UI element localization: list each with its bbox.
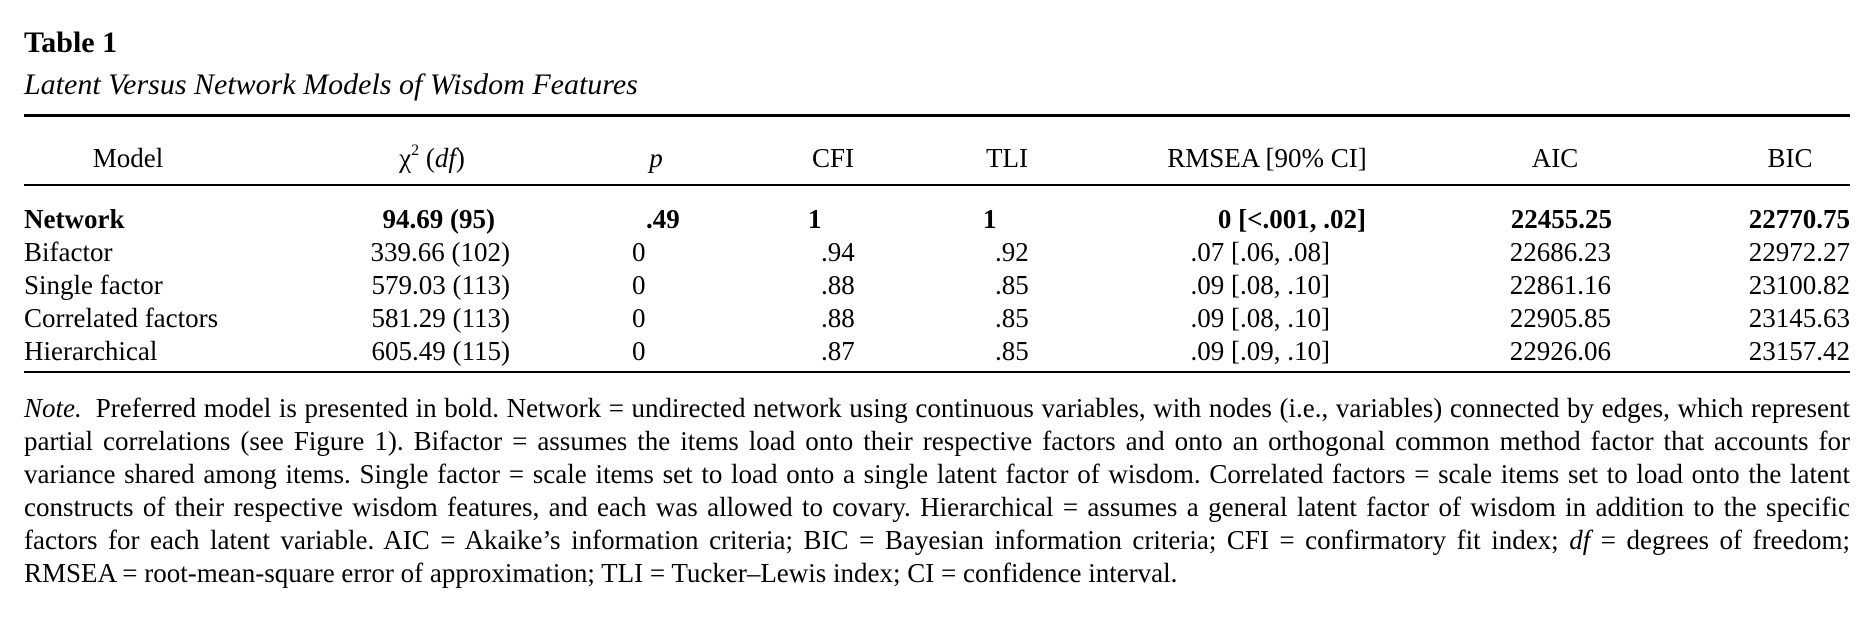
row-network-bic: 22770.75 bbox=[1748, 204, 1850, 234]
row-network-cfi: 1 bbox=[808, 204, 822, 234]
row-correlated-factors-rmsea: .09 [.08, .10] bbox=[1190, 303, 1330, 333]
row-network-aic: 22455.25 bbox=[1510, 204, 1612, 234]
chi-df-close: ) bbox=[455, 143, 465, 173]
row-hierarchical-cfi: .87 bbox=[821, 336, 855, 366]
header-tli: TLI bbox=[986, 143, 1028, 173]
header-chi-square bbox=[399, 142, 465, 173]
note-text-a: Preferred model is presented in bold. Network = undirected network using continuous variables, with nodes (i.e., variables) connected by edges, which represent partial correlations (see Figure 1). Bifactor = assumes the items load onto their respective factors and onto an orthogonal common method factor that accounts for variance shared among items. Single factor = scale items set to load onto a single latent factor of wisdom. Correlated factors = scale items set to load onto the latent constructs of their respective wisdom features, and each was allowed to covary. Hierarchical = assumes a general latent factor of wisdom in addition to the specific factors for each latent variable. AIC = Akaike’s information criteria; BIC = Bayesian information criteria; CFI = confirmatory fit index; bbox=[24, 393, 1850, 555]
row-correlated-factors-chi: 581.29 (113) bbox=[371, 303, 510, 333]
row-network-p: .49 bbox=[646, 204, 680, 234]
row-hierarchical-model: Hierarchical bbox=[24, 336, 158, 366]
row-bifactor-tli: .92 bbox=[995, 237, 1029, 267]
row-correlated-factors-p: 0 bbox=[632, 303, 646, 333]
row-network-rmsea: 0 [<.001, .02] bbox=[1217, 204, 1366, 234]
header-cfi: CFI bbox=[811, 143, 855, 173]
table-title: Latent Versus Network Models of Wisdom Features bbox=[24, 68, 638, 101]
row-hierarchical-chi: 605.49 (115) bbox=[371, 336, 510, 366]
row-single-factor-cfi: .88 bbox=[821, 270, 855, 300]
top-rule bbox=[24, 114, 1850, 117]
row-bifactor-chi: 339.66 (102) bbox=[370, 237, 510, 267]
row-hierarchical-rmsea: .09 [.09, .10] bbox=[1190, 336, 1330, 366]
row-hierarchical-bic: 23157.42 bbox=[1748, 336, 1850, 366]
row-correlated-factors-bic: 23145.63 bbox=[1748, 303, 1850, 333]
row-single-factor-model: Single factor bbox=[24, 270, 163, 300]
note-label: Note. bbox=[24, 393, 82, 423]
row-single-factor-chi: 579.03 (113) bbox=[371, 270, 510, 300]
header-aic: AIC bbox=[1531, 143, 1579, 173]
row-hierarchical-p: 0 bbox=[632, 336, 646, 366]
header-bic: BIC bbox=[1767, 143, 1813, 173]
row-single-factor-p: 0 bbox=[632, 270, 646, 300]
row-bifactor-bic: 22972.27 bbox=[1748, 237, 1850, 267]
chi-df: df bbox=[434, 143, 456, 173]
row-bifactor-rmsea: .07 [.06, .08] bbox=[1190, 237, 1330, 267]
row-correlated-factors-tli: .85 bbox=[995, 303, 1029, 333]
header-p: p bbox=[649, 143, 663, 173]
row-single-factor-bic: 23100.82 bbox=[1748, 270, 1850, 300]
row-bifactor-p: 0 bbox=[632, 237, 646, 267]
row-correlated-factors-model: Correlated factors bbox=[24, 303, 219, 333]
row-bifactor-cfi: .94 bbox=[821, 237, 855, 267]
header-model: Model bbox=[92, 143, 164, 173]
note-df-term: df bbox=[1569, 525, 1591, 555]
row-network-tli: 1 bbox=[983, 204, 997, 234]
row-network-model: Network bbox=[24, 204, 125, 234]
row-correlated-factors-cfi: .88 bbox=[821, 303, 855, 333]
row-single-factor-tli: .85 bbox=[995, 270, 1029, 300]
header-rmsea: RMSEA [90% CI] bbox=[1167, 143, 1367, 173]
bottom-rule bbox=[24, 371, 1850, 373]
chi-df-open: ( bbox=[419, 143, 435, 173]
chi-symbol: χ bbox=[399, 143, 412, 173]
table-note bbox=[24, 392, 1850, 590]
row-bifactor-model: Bifactor bbox=[24, 237, 113, 267]
chi-superscript: 2 bbox=[411, 142, 420, 159]
table-number: Table 1 bbox=[24, 26, 118, 59]
note-text-b: = degrees of freedom; RMSEA = root-mean-square error of approximation; TLI = Tucker–Lewis index; CI = confidence interval. bbox=[24, 525, 1851, 588]
row-single-factor-aic: 22861.16 bbox=[1509, 270, 1611, 300]
row-bifactor-aic: 22686.23 bbox=[1509, 237, 1611, 267]
row-single-factor-rmsea: .09 [.08, .10] bbox=[1190, 270, 1330, 300]
row-network-chi: 94.69 (95) bbox=[382, 204, 495, 234]
row-hierarchical-aic: 22926.06 bbox=[1509, 336, 1611, 366]
row-hierarchical-tli: .85 bbox=[995, 336, 1029, 366]
header-rule bbox=[24, 184, 1850, 186]
row-correlated-factors-aic: 22905.85 bbox=[1509, 303, 1611, 333]
